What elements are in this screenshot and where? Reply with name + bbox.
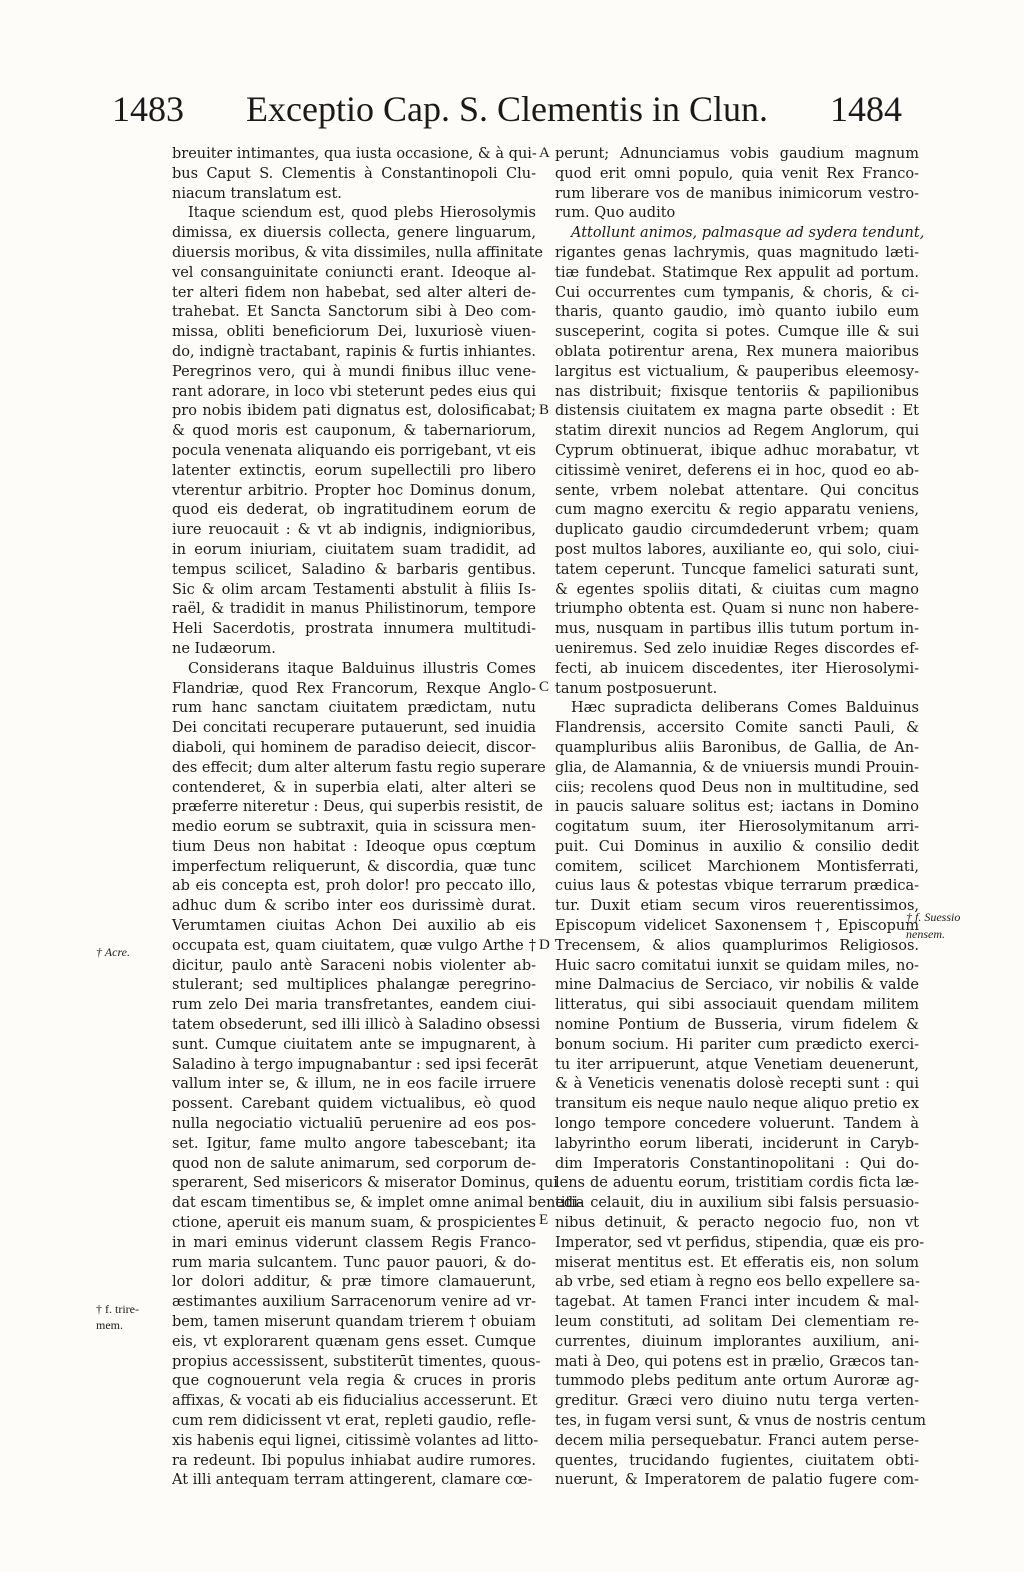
text-line: decem milia persequebatur. Franci autem perse- [555, 1432, 919, 1449]
margin-letter-b: B [539, 402, 550, 418]
text-line: mine Dalmacius de Serciaco, vir nobilis & valde [555, 977, 919, 994]
text-line: largitus est victualium, & pauperibus eleemosy- [555, 363, 919, 380]
text-line: tanum postposuerunt. [555, 680, 718, 697]
text-line: rum liberare vos de manibus inimicorum vestro- [555, 185, 919, 202]
text-line: cogitatum suum, iter Hierosolymitanum arri- [555, 819, 919, 836]
text-line: oblata potirentur arena, Rex munera maioribus [555, 343, 919, 360]
text-line: distensis ciuitatem ex magna parte obsedit : Et [555, 403, 919, 420]
text-line: rum zelo Dei maria transfretantes, eandem ciui- [172, 997, 536, 1014]
text-line: fecti, ab inuicem discedentes, iter Hierosolymi- [555, 660, 919, 677]
text-line: tempus scilicet, Saladino & barbaris gentibus. [172, 561, 536, 578]
text-line: æstimantes auxilium Sarracenorum venire ad vr- [172, 1294, 536, 1311]
text-line: sunt. Cumque ciuitatem ante se impugnarent, à [172, 1036, 536, 1053]
text-line: & à Veneticis venenatis dolosè recepti sunt : qui [555, 1076, 919, 1093]
text-line: tatem ceperunt. Tuncque famelici saturati sunt, [555, 561, 919, 578]
text-line: cuius laus & potestas vbique terrarum prædica- [555, 878, 919, 895]
left-page-number: 1483 [112, 89, 184, 129]
text-line: sente, vrbem nolebat attentare. Qui concitus [555, 482, 919, 499]
text-line: xis habenis equi lignei, citissimè volantes ad litto- [172, 1432, 539, 1449]
text-line: tatem obsederunt, sed illi illicò à Saladino obsessi [172, 1017, 541, 1034]
text-line: nulla negociatio victualiū peruenire ad eos pos- [172, 1116, 536, 1133]
text-line: Cyprum obtinuerat, ibique adhuc morabatur, vt [555, 442, 919, 459]
text-line: miserat mentitus est. Et efferatis eis, non solum [555, 1254, 919, 1271]
note-suessionensem-1: † f. Suessio [906, 910, 961, 924]
text-line: do, indignè tractabant, rapinis & furtis inhiantes. [172, 343, 536, 360]
text-line: in paucis saluare solitus est; iactans in Domino [555, 799, 919, 816]
text-line: Cui occurrentes cum tympanis, & choris, & ci- [555, 284, 919, 301]
text-line: & quod moris est cauponum, & tabernariorum, [172, 423, 536, 440]
text-line: comitem, scilicet Marchionem Montisferrati, [555, 858, 919, 875]
text-line: ciis; recolens quod Deus non in multitudine, sed [555, 779, 919, 796]
text-line: rigantes genas lachrymis, quas magnitudo læti- [555, 244, 919, 261]
text-line: adhuc dum & scribo inter eos durissimè durat. [172, 898, 536, 915]
text-line: Heli Sacerdotis, prostrata innumera multitudi- [172, 621, 536, 638]
text-line: in mari eminus viderunt classem Regis Franco- [172, 1234, 536, 1251]
text-line: tagebat. At tamen Franci inter incudem & mal- [555, 1294, 919, 1311]
left-column [172, 145, 583, 1545]
text-line: nomine Pontium de Busseria, virum fidelem & [555, 1017, 919, 1034]
text-line: lens de aduentu eorum, tristitiam cordis ficta læ- [555, 1175, 919, 1192]
text-line: quentes, trucidando fugientes, ciuitatem obti- [555, 1452, 919, 1469]
text-line: nuerunt, & Imperatorem de palatio fugere com- [555, 1472, 919, 1489]
text-line: occupata est, quam ciuitatem, quæ vulgo Arthe † [172, 937, 536, 954]
text-line: quod erit omni populo, quia venit Rex Franco- [555, 165, 919, 182]
text-line: pocula venenata aliquando eis porrigebant, vt eis [172, 442, 536, 459]
text-line: Dei concitati recuperare putauerunt, sed inuidia [172, 720, 536, 737]
text-line: statim direxit nuncios ad Regem Anglorum, qui [555, 423, 919, 440]
text-line: Flandrensis, accersito Comite sancti Pauli, & [555, 720, 919, 737]
text-line: ne Iudæorum. [172, 640, 276, 657]
running-title: Exceptio Cap. S. Clementis in Clun. [246, 89, 768, 129]
note-acre: † Acre. [96, 945, 130, 959]
text-line: tharis, quanto gaudio, imò quanto iubilo eum [555, 304, 919, 321]
text-line: Verumtamen ciuitas Achon Dei auxilio ab eis [172, 918, 536, 935]
text-line: duplicato gaudio circumdederunt vrbem; quam [555, 522, 919, 539]
text-line: perunt; Adnunciamus vobis gaudium magnum [555, 146, 919, 162]
text-line: longo tempore concedere voluerunt. Tandem à [555, 1116, 919, 1133]
text-line: ra redeunt. Ibi populus inhiabat audire rumores. [172, 1452, 536, 1469]
text-line: medio eorum se subtraxit, quia in scissura men- [172, 819, 536, 836]
text-line: possent. Carebant quidem victualibus, eò quod [172, 1096, 536, 1113]
note-triremem-2: mem. [96, 1318, 123, 1332]
text-line: affixas, & vocati ab eis fiducialius accesserunt. Et [172, 1393, 538, 1410]
text-line: labyrintho eorum liberati, inciderunt in Caryb- [555, 1135, 919, 1152]
text-line: mati à Deo, qui potens est in prælio, Græcos tan- [555, 1353, 919, 1370]
text-line: niacum translatum est. [172, 185, 342, 202]
note-triremem-1: † f. trire- [96, 1302, 139, 1316]
text-line: tur. Duxit etiam secum viros reuerentissimos, [555, 898, 919, 915]
text-line: susceperint, cogita si potes. Cumque ille & sui [555, 324, 919, 341]
text-line: raël, & tradidit in manus Philistinorum, tempore [172, 601, 536, 618]
text-line: missa, obliti beneficiorum Dei, luxuriosè viuen- [172, 324, 536, 341]
text-line: eis, vt explorarent quænam gens esset. Cumque [172, 1333, 536, 1350]
text-line: in eorum iniuriam, ciuitatem suam tradidit, ad [172, 541, 536, 558]
text-line: Itaque sciendum est, quod plebs Hierosolymis [188, 205, 536, 222]
text-line: At illi antequam terram attingerent, clamare cœ- [172, 1472, 533, 1489]
text-line: cum magno exercitu & regio apparatu veniens, [555, 502, 919, 519]
text-line: bem, tamen miserunt quandam trierem † obuiam [172, 1314, 536, 1331]
text-line: bonum socium. Hi pariter cum prædicto exerci- [555, 1036, 919, 1053]
text-line: propius accessissent, substiterūt timentes, quous- [172, 1353, 541, 1370]
text-line: iure reuocauit : & vt ab indignis, indignioribus, [172, 522, 536, 539]
text-line: stulerant; sed multiplices phalangæ peregrino- [172, 977, 536, 994]
text-line: trahebat. Et Sancta Sanctorum sibi à Deo com- [172, 304, 536, 321]
text-line: ueniremus. Sed zelo inuidiæ Reges discordes ef- [555, 640, 919, 657]
text-line: Considerans itaque Balduinus illustris Comes [188, 660, 536, 677]
text-line: vallum inter se, & illum, ne in eos facile irruere [172, 1076, 536, 1093]
text-line: puit. Cui Dominus in auxilio & consilio dedit [555, 838, 919, 855]
text-line: nas distribuit; fixisque tentoriis & papilionibus [555, 383, 919, 400]
text-line: & egentes spoliis ditati, & ciuitas cum magno [555, 581, 919, 598]
text-line: breuiter intimantes, qua iusta occasione, & à qui- [172, 146, 537, 162]
note-suessionensem-2: nensem. [906, 927, 945, 941]
text-line: post multos labores, auxiliante eo, qui solo, ciui- [555, 541, 919, 558]
text-line: Saladino à tergo impugnabantur : sed ipsi fecerāt [172, 1056, 538, 1073]
page-header [112, 88, 902, 132]
text-line: Episcopum videlicet Saxonensem †, Episcopum [555, 918, 919, 935]
text-line: glia, de Alamannia, & de vniuersis mundi Prouin- [555, 759, 919, 776]
text-line: pro nobis ibidem pati dignatus est, dolosificabat; [172, 403, 536, 420]
text-line: latenter extinctis, eorum supellectili pro libero [172, 462, 536, 479]
text-line: diaboli, qui hominem de paradiso deiecit, discor- [172, 739, 536, 756]
text-line: dimissa, ex diuersis collecta, genere linguarum, [172, 225, 536, 242]
text-line: rant adorare, in loco vbi steterunt pedes eius qui [172, 383, 536, 400]
text-line: Attollunt animos, palmasque ad sydera tendunt, [571, 225, 925, 242]
text-line: tium Deus non habitat : Ideoque opus cœptum [172, 838, 536, 855]
text-line: imperfectum reliquerunt, & discordia, quæ tunc [172, 858, 536, 875]
text-line: bus Caput S. Clementis à Constantinopoli Clu- [172, 165, 536, 182]
text-line: vel consanguinitate coniuncti erant. Ideoque al- [172, 264, 536, 281]
text-line: sperarent, Sed misericors & miserator Dominus, qui [172, 1175, 558, 1192]
margin-letter-c: C [539, 679, 550, 695]
text-line: dat escam timentibus se, & implet omne animal benedi- [172, 1195, 583, 1212]
text-line: que cognouerunt vela regia & cruces in proris [172, 1373, 536, 1390]
text-line: mus, nusquam in partibus illis tutum portum in- [555, 621, 919, 638]
text-line: litteratus, qui sibi associauit quendam militem [555, 997, 919, 1014]
text-line: ab eis concepta est, proh dolor! pro peccato illo, [172, 878, 536, 895]
text-line: tes, in fugam versi sunt, & vnus de nostris centum [555, 1413, 927, 1429]
text-line: quampluribus aliis Baronibus, de Gallia, de An- [555, 739, 919, 756]
text-line: set. Igitur, fame multo angore tabescebant; ita [172, 1135, 536, 1152]
text-line: Trecensem, & alios quamplurimos Religiosos. [555, 937, 919, 954]
text-line: currentes, diuinum implorantes auxilium, ani- [555, 1333, 919, 1350]
text-line: triumpho obtenta est. Quam si nunc non habere- [555, 601, 919, 618]
text-line: cum rem didicissent vt erat, repleti gaudio, refle- [172, 1413, 536, 1429]
text-line: ctione, aperuit eis manum suam, & prospicientes [172, 1215, 536, 1232]
text-line: diuersis moribus, & vita dissimiles, nulla affinitate [172, 244, 544, 261]
text-line: Sic & olim arcam Testamenti abstulit à filiis Is- [172, 581, 536, 598]
text-line: quod non de salute animarum, sed corporum de- [172, 1155, 536, 1172]
text-line: ter alteri fidem non habebat, sed alter alteri de- [172, 284, 536, 301]
text-line: præferre niteretur : Deus, qui superbis resistit, de [172, 799, 543, 816]
text-line: contenderet, & in superbia elati, alter alteri se [172, 779, 536, 796]
text-line: Hæc supradicta deliberans Comes Balduinus [571, 700, 919, 717]
text-line: Flandriæ, quod Rex Francorum, Rexque Anglo- [172, 680, 536, 697]
text-line: citissimè veniret, deferens ei in hoc, quod eo ab- [555, 462, 919, 479]
text-line: ab vrbe, sed etiam à regno eos bello expellere sa- [555, 1274, 920, 1291]
text-line: tu iter arripuerunt, atque Venetiam deuenerunt, [555, 1056, 919, 1073]
right-column [555, 145, 927, 1545]
text-line: lor dolori additur, & præ timore clamauerunt, [172, 1274, 536, 1291]
text-line: rum hanc sanctam ciuitatem prædictam, nutu [172, 700, 536, 717]
text-line: rum. Quo audito [555, 205, 676, 222]
text-line: leum constituti, ad solitam Dei clementiam re- [555, 1314, 919, 1331]
text-line: transitum eis neque naulo neque aliquo pretio ex [555, 1096, 919, 1113]
text-line: des effecit; dum alter alterum fastu regio superare [172, 759, 546, 776]
margin-letter-d: D [539, 937, 550, 953]
text-line: Huic sacro comitatui iunxit se quidam miles, no- [555, 957, 919, 974]
text-line: dicitur, paulo antè Saraceni nobis violenter ab- [172, 957, 536, 974]
text-line: quod eis dederat, ob ingratitudinem eorum de [172, 502, 536, 519]
text-line: dim Imperatoris Constantinopolitani : Qui do- [555, 1155, 919, 1172]
text-line: titia celauit, diu in auxilium sibi falsis persuasio- [555, 1195, 919, 1212]
right-page-number: 1484 [830, 89, 902, 129]
text-line: greditur. Græci vero diuino nutu terga verten- [555, 1393, 919, 1410]
text-line: tiæ fundebat. Statimque Rex appulit ad portum. [555, 264, 919, 281]
text-line: tummodo plebs peditum ante ortum Auroræ ag- [555, 1373, 919, 1390]
text-line: rum maria sulcantem. Tunc pauor pauori, & do- [172, 1254, 536, 1271]
text-line: Peregrinos vero, qui à mundi finibus illuc vene- [172, 363, 536, 380]
text-line: vterentur arbitrio. Propter hoc Dominus donum, [172, 482, 536, 499]
text-line: Imperator, sed vt perfidus, stipendia, quæ eis pro- [555, 1234, 925, 1251]
margin-letter-a: A [539, 145, 550, 161]
margin-letter-e: E [539, 1212, 549, 1228]
text-line: nibus detinuit, & peracto negocio fuo, non vt [555, 1215, 919, 1232]
